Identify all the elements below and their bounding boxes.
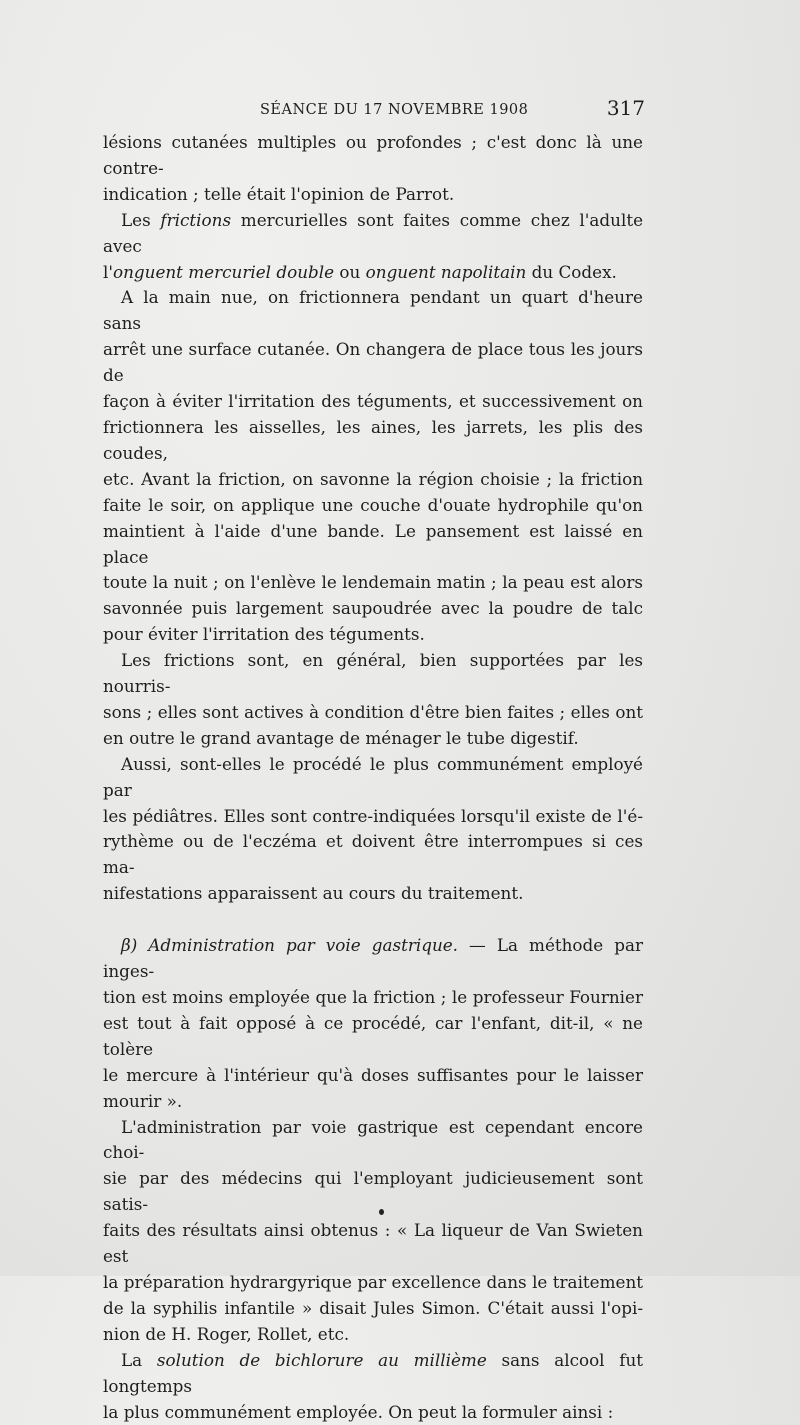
paragraph-line: A la main nue, on frictionnera pendant un quart d'heure sans [103, 285, 643, 337]
paragraph-line: etc. Avant la friction, on savonne la région choisie ; la friction [103, 467, 643, 493]
paragraph-line: indication ; telle était l'opinion de Parrot. [103, 182, 643, 208]
paragraph-line: en outre le grand avantage de ménager le tube digestif. [103, 726, 643, 752]
paragraph-line: est tout à fait opposé à ce procédé, car l'enfant, dit-il, « ne tolère [103, 1011, 643, 1063]
paragraph-line: maintient à l'aide d'une bande. Le pansement est laissé en place [103, 519, 643, 571]
italic-term: frictions [160, 210, 231, 230]
paragraph-line [103, 260, 643, 286]
running-header [105, 96, 645, 126]
paragraph-line: arrêt une surface cutanée. On changera de place tous les jours de [103, 337, 643, 389]
paragraph-line: faite le soir, on applique une couche d'ouate hydrophile qu'on [103, 493, 643, 519]
paragraph-line: la préparation hydrargyrique par excellence dans le traitement [103, 1270, 643, 1296]
paragraph-line: sons ; elles sont actives à condition d'être bien faites ; elles ont [103, 700, 643, 726]
paragraph-line: pour éviter l'irritation des téguments. [103, 622, 643, 648]
italic-term: onguent mercuriel double [113, 262, 334, 282]
paragraph-line: de la syphilis infantile » disait Jules Simon. C'était aussi l'opi- [103, 1296, 643, 1322]
text-run: l' [103, 262, 113, 282]
paragraph-line: savonnée puis largement saupoudrée avec la poudre de talc [103, 596, 643, 622]
text-run: du Codex. [526, 262, 617, 282]
text-run: mercurielles sont faites comme chez l'adulte avec [103, 210, 643, 256]
section-heading: β) Administration par voie gastrique. [121, 935, 458, 955]
text-run: sans alcool fut longtemps [103, 1350, 643, 1396]
italic-term: solution de bichlorure au millième [157, 1350, 487, 1370]
paragraph-line: nifestations apparaissent au cours du traitement. [103, 881, 643, 907]
text-run: Les [121, 210, 160, 230]
paragraph-line [103, 1348, 643, 1400]
paragraph-line: L'administration par voie gastrique est cependant encore choi- [103, 1115, 643, 1167]
paragraph-line: les pédiâtres. Elles sont contre-indiquées lorsqu'il existe de l'é- [103, 804, 643, 830]
page-number: 317 [607, 96, 645, 120]
ink-speck [379, 1209, 384, 1215]
paragraph-line: toute la nuit ; on l'enlève le lendemain matin ; la peau est alors [103, 570, 643, 596]
paragraph-line: Aussi, sont-elles le procédé le plus communément employé par [103, 752, 643, 804]
paragraph-line: sie par des médecins qui l'employant judicieusement sont satis- [103, 1166, 643, 1218]
paragraph-line: mourir ». [103, 1089, 643, 1115]
text-run: ou [334, 262, 366, 282]
paragraph-line: la plus communément employée. On peut la formuler ainsi : [103, 1400, 643, 1425]
paragraph-line: rythème ou de l'eczéma et doivent être interrompues si ces ma- [103, 829, 643, 881]
paragraph-line: façon à éviter l'irritation des téguments, et successivement on [103, 389, 643, 415]
paragraph-line: frictionnera les aisselles, les aines, les jarrets, les plis des coudes, [103, 415, 643, 467]
paragraph-line: lésions cutanées multiples ou profondes ; c'est donc là une contre- [103, 130, 643, 182]
text-run: La [121, 1350, 157, 1370]
paragraph-line: nion de H. Roger, Rollet, etc. [103, 1322, 643, 1348]
paragraph-line [103, 208, 643, 260]
page-body [103, 130, 643, 1425]
section-gap [103, 907, 643, 933]
running-head: SÉANCE DU 17 NOVEMBRE 1908 [260, 102, 528, 118]
text-run: — La méthode par inges- [103, 935, 643, 981]
section-heading-line [103, 933, 643, 985]
paragraph-line: le mercure à l'intérieur qu'à doses suffisantes pour le laisser [103, 1063, 643, 1089]
paragraph-line: Les frictions sont, en général, bien supportées par les nourris- [103, 648, 643, 700]
italic-term: onguent napolitain [366, 262, 527, 282]
paragraph-line: tion est moins employée que la friction ; le professeur Fournier [103, 985, 643, 1011]
paragraph-line: faits des résultats ainsi obtenus : « La liqueur de Van Swieten est [103, 1218, 643, 1270]
